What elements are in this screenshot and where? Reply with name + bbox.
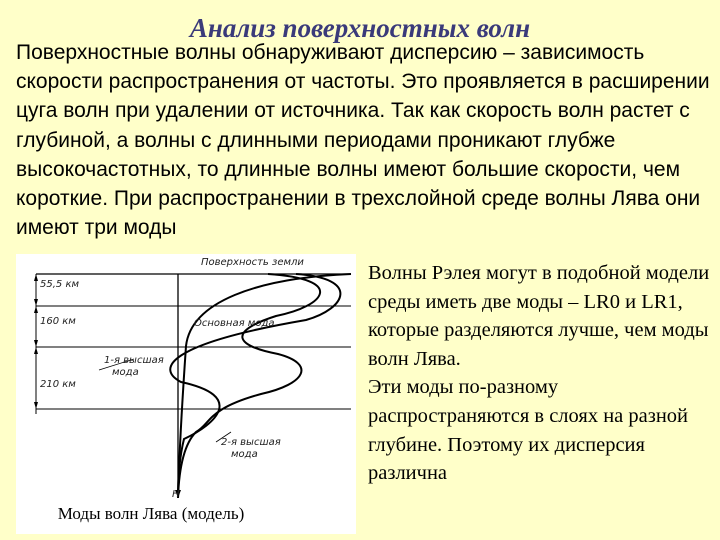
second-mode-label-line2: мода: [231, 449, 258, 460]
depth-label-1: 55,5 км: [40, 279, 80, 290]
side-text-block: [368, 259, 718, 488]
fundamental-mode-curve: [178, 274, 351, 498]
depth-label-3: 210 км: [40, 379, 76, 390]
depth-label-2: 160 км: [40, 316, 76, 327]
marker-arrow-2: [34, 299, 38, 306]
intro-paragraph: Поверхностные волны обнаруживают дисперсию – зависимость скорости распространения от частоты. Это проявляется в расширении цуга волн при удалении от источника. Так как скорость волн растет с глубиной, а волны с длинными периодами проникают глубже высокочастотных, то длинные волны имеют большие скорости, чем короткие. При распространении в трехслойной среде волны Лява они имеют три моды: [16, 41, 710, 240]
marker-arrow-1: [34, 274, 38, 281]
dispersion-paragraph: Эти моды по-разному распространяются в слоях на разной глубине. Поэтому их дисперсия различна: [368, 376, 689, 485]
first-higher-mode-curve: [170, 274, 340, 498]
depth-axis-label: H: [172, 489, 180, 500]
modes-diagram: [16, 254, 356, 504]
first-mode-label-line2: мода: [112, 367, 139, 378]
love-wave-modes-figure: [16, 254, 356, 534]
marker-arrow-4: [34, 340, 38, 347]
slide-title: Анализ поверхностных волн: [189, 13, 531, 43]
first-mode-label-line1: 1-я высшая: [104, 355, 164, 366]
figure-caption: Моды волн Лява (модель): [57, 504, 245, 523]
fundamental-mode-label: Основная мода: [194, 318, 275, 329]
surface-label: Поверхность земли: [201, 257, 304, 268]
marker-arrow-5: [34, 347, 38, 354]
second-higher-mode-curve: [178, 274, 320, 498]
marker-arrow-6: [34, 402, 38, 409]
second-mode-label-line1: 2-я высшая: [221, 437, 281, 448]
rayleigh-paragraph: Волны Рэлея могут в подобной модели среды иметь две моды – LR0 и LR1, которые разделяются лучше, чем моды волн Лява.: [368, 262, 710, 370]
marker-arrow-3: [34, 306, 38, 313]
